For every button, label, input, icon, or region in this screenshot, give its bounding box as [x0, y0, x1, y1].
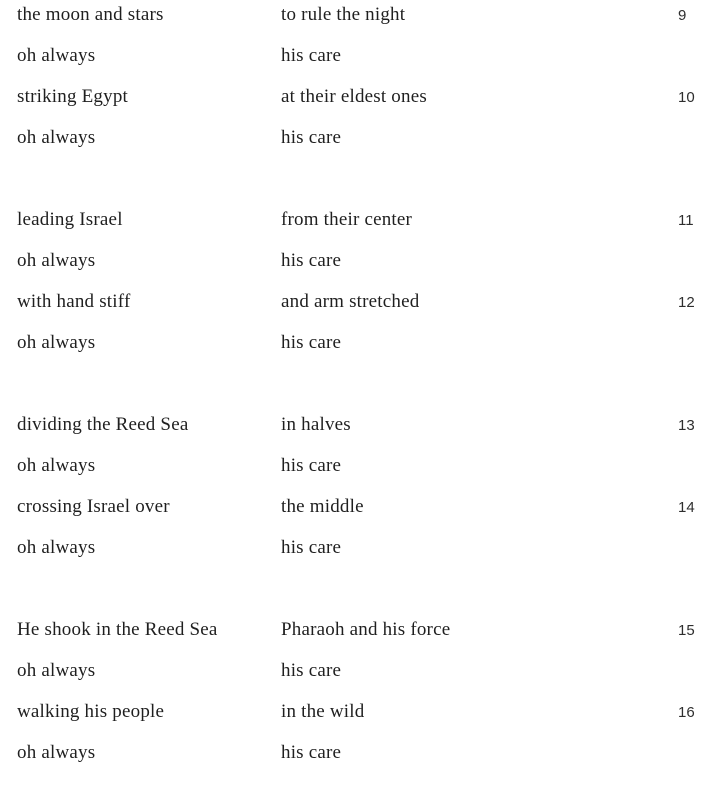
line-right-text: from their center	[281, 209, 413, 230]
line-left-text: walking his people	[17, 701, 165, 722]
line-left-text: oh always	[17, 45, 96, 66]
poem-line	[17, 117, 713, 158]
poem-line	[17, 404, 713, 445]
line-left-text: the moon and stars	[17, 4, 164, 25]
line-left-text: He shook in the Reed Sea	[17, 619, 218, 640]
line-left-text: striking Egypt	[17, 86, 128, 107]
line-right-text: his care	[281, 127, 342, 148]
line-left-text: oh always	[17, 742, 96, 763]
line-right-text: his care	[281, 660, 342, 681]
poem-line	[17, 281, 713, 322]
line-right-text: his care	[281, 455, 342, 476]
stanza	[17, 404, 713, 568]
line-right-text: at their eldest ones	[281, 86, 427, 107]
poem-line	[17, 35, 713, 76]
poem-line	[17, 322, 713, 363]
poem-line	[17, 445, 713, 486]
verse-number: 13	[678, 417, 695, 434]
line-left-text: oh always	[17, 250, 96, 271]
verse-number: 9	[678, 7, 687, 24]
line-right-text: in the wild	[281, 701, 365, 722]
poem-line	[17, 76, 713, 117]
poem-line	[17, 240, 713, 281]
verse-number: 15	[678, 622, 695, 639]
verse-number: 12	[678, 294, 695, 311]
stanza	[17, 609, 713, 773]
line-right-text: in halves	[281, 414, 351, 435]
verse-number: 16	[678, 704, 695, 721]
line-left-text: oh always	[17, 455, 96, 476]
poem-line	[17, 732, 713, 773]
poem-line	[17, 609, 713, 650]
line-right-text: the middle	[281, 496, 364, 517]
line-left-text: crossing Israel over	[17, 496, 170, 517]
line-left-text: oh always	[17, 332, 96, 353]
line-right-text: Pharaoh and his force	[281, 619, 451, 640]
poem-line	[17, 527, 713, 568]
poem-line	[17, 0, 713, 35]
line-left-text: leading Israel	[17, 209, 123, 230]
poem-line	[17, 691, 713, 732]
line-right-text: his care	[281, 332, 342, 353]
poem-line	[17, 650, 713, 691]
line-left-text: oh always	[17, 537, 96, 558]
stanza	[17, 0, 713, 158]
verse-number: 10	[678, 89, 695, 106]
line-right-text: his care	[281, 250, 342, 271]
line-right-text: his care	[281, 742, 342, 763]
stanza	[17, 199, 713, 363]
line-right-text: to rule the night	[281, 4, 406, 25]
line-left-text: with hand stiff	[17, 291, 131, 312]
verse-number: 11	[678, 212, 694, 229]
line-right-text: and arm stretched	[281, 291, 420, 312]
verse-number: 14	[678, 499, 695, 516]
line-right-text: his care	[281, 45, 342, 66]
line-right-text: his care	[281, 537, 342, 558]
poem-line	[17, 486, 713, 527]
poem-line	[17, 199, 713, 240]
line-left-text: oh always	[17, 660, 96, 681]
line-left-text: oh always	[17, 127, 96, 148]
line-left-text: dividing the Reed Sea	[17, 414, 189, 435]
